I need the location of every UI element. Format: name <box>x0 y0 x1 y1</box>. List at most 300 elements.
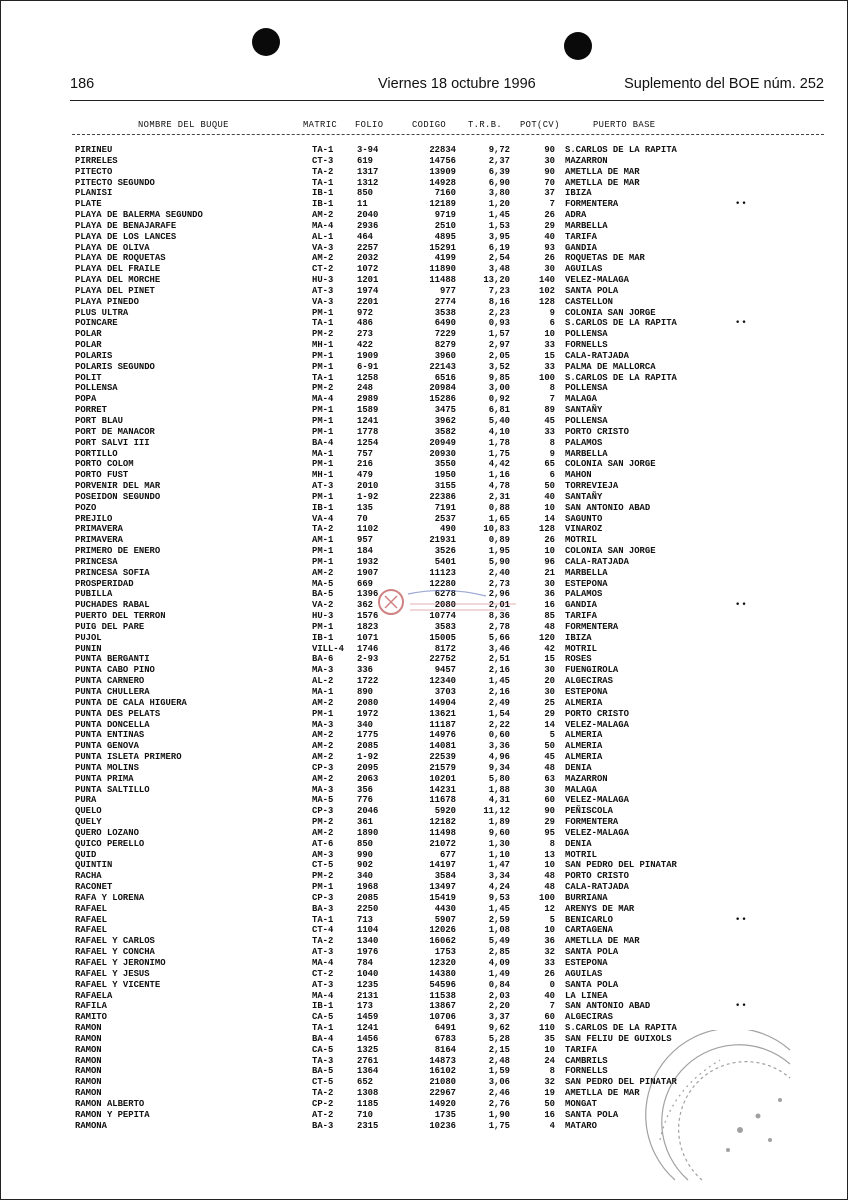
trb: 2,78 <box>488 621 510 632</box>
table-row <box>0 654 848 665</box>
potencia: 25 <box>544 697 555 708</box>
folio: 776 <box>357 795 373 806</box>
vessel-name: POLLENSA <box>75 383 118 394</box>
table-row <box>0 698 848 709</box>
table-row <box>0 991 848 1002</box>
trb: 3,95 <box>488 231 510 242</box>
folio: 2085 <box>357 741 379 752</box>
puerto-base: PALAMOS <box>565 437 603 448</box>
potencia: 12 <box>544 903 555 914</box>
table-row <box>0 481 848 492</box>
vessel-name: PLAYA DE ROQUETAS <box>75 253 166 264</box>
potencia: 63 <box>544 773 555 784</box>
table-row <box>0 752 848 763</box>
folio: 1104 <box>357 925 379 936</box>
table-row <box>0 427 848 438</box>
trb: 2,76 <box>488 1098 510 1109</box>
potencia: 15 <box>544 350 555 361</box>
matricula: AM-2 <box>312 730 334 741</box>
vessel-name: PUIG DEL PARE <box>75 621 145 632</box>
vessel-name: PLUS ULTRA <box>75 307 129 318</box>
potencia: 10 <box>544 329 555 340</box>
trb: 1,47 <box>488 860 510 871</box>
potencia: 37 <box>544 188 555 199</box>
matricula: AM-2 <box>312 773 334 784</box>
puerto-base: MALAGA <box>565 394 597 405</box>
folio: 2085 <box>357 892 379 903</box>
folio: 2761 <box>357 1055 379 1066</box>
codigo: 2510 <box>434 220 456 231</box>
header-rule <box>70 100 824 101</box>
potencia: 19 <box>544 1088 555 1099</box>
vessel-name: PITECTO <box>75 166 113 177</box>
folio: 464 <box>357 231 373 242</box>
table-row <box>0 871 848 882</box>
col-codigo: CODIGO <box>412 120 447 130</box>
trb: 2,22 <box>488 719 510 730</box>
folio: 990 <box>357 849 373 860</box>
table-row <box>0 622 848 633</box>
trb: 1,54 <box>488 708 510 719</box>
table-row <box>0 980 848 991</box>
potencia: 30 <box>544 665 555 676</box>
folio: 184 <box>357 546 373 557</box>
trb: 1,65 <box>488 513 510 524</box>
folio: 1325 <box>357 1044 379 1055</box>
matricula: CT-5 <box>312 1077 334 1088</box>
vessel-name: PUERTO DEL TERRON <box>75 611 166 622</box>
puerto-base: MATARO <box>565 1120 597 1131</box>
potencia: 30 <box>544 578 555 589</box>
trb: 1,08 <box>488 925 510 936</box>
folio: 957 <box>357 535 373 546</box>
trb: 2,85 <box>488 947 510 958</box>
folio: 1340 <box>357 936 379 947</box>
table-row <box>0 286 848 297</box>
potencia: 16 <box>544 1109 555 1120</box>
puerto-base: FORNELLS <box>565 340 608 351</box>
trb: 2,97 <box>488 340 510 351</box>
puerto-base: ALMERIA <box>565 697 603 708</box>
trb: 4,24 <box>488 882 510 893</box>
potencia: 29 <box>544 817 555 828</box>
folio: 619 <box>357 155 373 166</box>
folio: 273 <box>357 329 373 340</box>
codigo: 11488 <box>429 275 456 286</box>
table-row <box>0 568 848 579</box>
table-row <box>0 470 848 481</box>
matricula: IB-1 <box>312 502 334 513</box>
folio: 1456 <box>357 1033 379 1044</box>
vessel-name: PIRRELES <box>75 155 118 166</box>
folio: 1185 <box>357 1098 379 1109</box>
trb: 1,78 <box>488 437 510 448</box>
vessel-name: QUID <box>75 849 97 860</box>
codigo: 6278 <box>434 589 456 600</box>
trb: 2,51 <box>488 654 510 665</box>
matricula: AM-1 <box>312 535 334 546</box>
puerto-base: MARBELLA <box>565 567 608 578</box>
vessel-name: PUNTA GENOVA <box>75 741 139 752</box>
vessel-name: PUNTA DES PELATS <box>75 708 161 719</box>
trb: 1,53 <box>488 220 510 231</box>
codigo: 7191 <box>434 502 456 513</box>
codigo: 8164 <box>434 1044 456 1055</box>
matricula: AM-2 <box>312 253 334 264</box>
puerto-base: MAHON <box>565 470 592 481</box>
trb: 2,96 <box>488 589 510 600</box>
vessel-name: RAMON <box>75 1023 102 1034</box>
trb: 2,37 <box>488 155 510 166</box>
puerto-base: PORTO CRISTO <box>565 708 629 719</box>
vessel-name: PUNTA DE CALA HIGUERA <box>75 697 187 708</box>
table-row <box>0 730 848 741</box>
vessel-name: PURA <box>75 795 97 806</box>
puerto-base: GANDIA <box>565 242 597 253</box>
trb: 2,54 <box>488 253 510 264</box>
vessel-name: RAMITO <box>75 1012 107 1023</box>
puerto-base: ALMERIA <box>565 741 603 752</box>
matricula: VILL-4 <box>312 643 344 654</box>
trb: 1,95 <box>488 546 510 557</box>
codigo: 4430 <box>434 903 456 914</box>
codigo: 11678 <box>429 795 456 806</box>
puerto-base: AGUILAS <box>565 968 603 979</box>
matricula: IB-1 <box>312 632 334 643</box>
table-row <box>0 720 848 731</box>
trb: 11,12 <box>483 806 510 817</box>
matricula: MH-1 <box>312 470 334 481</box>
vessel-name: PORTILLO <box>75 448 118 459</box>
codigo: 10201 <box>429 773 456 784</box>
matricula: CP-3 <box>312 762 334 773</box>
puerto-base: ESTEPONA <box>565 578 608 589</box>
folio: 2131 <box>357 990 379 1001</box>
codigo: 10236 <box>429 1120 456 1131</box>
folio: 340 <box>357 719 373 730</box>
matricula: PM-1 <box>312 416 334 426</box>
matricula: TA-1 <box>312 145 334 155</box>
trb: 1,45 <box>488 676 510 687</box>
vessel-name: PRINCESA SOFIA <box>75 567 150 578</box>
vessel-table <box>0 145 848 1131</box>
puerto-base: SANTAÑY <box>565 491 603 502</box>
codigo: 16062 <box>429 936 456 947</box>
table-row <box>0 167 848 178</box>
punch-hole-left <box>252 28 280 56</box>
potencia: 60 <box>544 795 555 806</box>
codigo: 1735 <box>434 1109 456 1120</box>
table-row <box>0 774 848 785</box>
trb: 9,62 <box>488 1023 510 1034</box>
potencia: 33 <box>544 958 555 968</box>
vessel-name: POINCARE <box>75 318 118 329</box>
codigo: 13621 <box>429 708 456 719</box>
col-matric: MATRIC <box>303 120 338 130</box>
codigo: 3960 <box>434 350 456 361</box>
puerto-base: AMETLLA DE MAR <box>565 1088 640 1099</box>
mark: •• <box>735 318 748 329</box>
folio: 1102 <box>357 524 379 535</box>
folio: 173 <box>357 1001 373 1012</box>
table-row <box>0 839 848 850</box>
table-row <box>0 232 848 243</box>
codigo: 22834 <box>429 145 456 155</box>
puerto-base: SANTA POLA <box>565 1109 619 1120</box>
vessel-name: POZO <box>75 502 97 513</box>
potencia: 48 <box>544 621 555 632</box>
potencia: 26 <box>544 253 555 264</box>
folio: 336 <box>357 665 373 676</box>
potencia: 120 <box>539 632 555 643</box>
potencia: 14 <box>544 513 555 524</box>
trb: 7,23 <box>488 285 510 296</box>
potencia: 89 <box>544 405 555 416</box>
table-row <box>0 882 848 893</box>
codigo: 14976 <box>429 730 456 741</box>
potencia: 45 <box>544 416 555 426</box>
vessel-name: POSEIDON SEGUNDO <box>75 491 161 502</box>
potencia: 26 <box>544 968 555 979</box>
codigo: 2774 <box>434 296 456 307</box>
matricula: TA-3 <box>312 1055 334 1066</box>
vessel-name: PLAYA DEL MORCHE <box>75 275 161 286</box>
matricula: MA-4 <box>312 990 334 1001</box>
potencia: 10 <box>544 925 555 936</box>
trb: 3,36 <box>488 741 510 752</box>
folio: 11 <box>357 199 368 210</box>
matricula: PM-1 <box>312 556 334 567</box>
vessel-name: RAFAEL Y JESUS <box>75 968 150 979</box>
vessel-name: PITECTO SEGUNDO <box>75 177 155 188</box>
codigo: 3475 <box>434 405 456 416</box>
table-row <box>0 449 848 460</box>
potencia: 0 <box>549 979 555 990</box>
puerto-base: POLLENSA <box>565 416 608 426</box>
folio: 1972 <box>357 708 379 719</box>
mark: •• <box>735 914 748 925</box>
col-puerto: PUERTO BASE <box>593 120 656 130</box>
puerto-base: SANTA POLA <box>565 947 619 958</box>
codigo: 5401 <box>434 556 456 567</box>
matricula: CP-3 <box>312 806 334 817</box>
table-row <box>0 524 848 535</box>
trb: 8,36 <box>488 611 510 622</box>
folio: 1-92 <box>357 752 379 763</box>
vessel-name: PLAYA DEL PINET <box>75 285 155 296</box>
matricula: CT-4 <box>312 925 334 936</box>
puerto-base: POLLENSA <box>565 329 608 340</box>
matricula: CA-5 <box>312 1012 334 1023</box>
puerto-base: VINAROZ <box>565 524 603 535</box>
potencia: 50 <box>544 741 555 752</box>
trb: 6,90 <box>488 177 510 188</box>
folio: 1907 <box>357 567 379 578</box>
vessel-name: PORT DE MANACOR <box>75 426 155 437</box>
folio: 1722 <box>357 676 379 687</box>
table-row <box>0 156 848 167</box>
puerto-base: LA LINEA <box>565 990 608 1001</box>
matricula: HU-3 <box>312 275 334 286</box>
trb: 4,78 <box>488 481 510 492</box>
potencia: 95 <box>544 827 555 838</box>
codigo: 22967 <box>429 1088 456 1099</box>
table-row <box>0 459 848 470</box>
vessel-name: PUNTA DONCELLA <box>75 719 150 730</box>
matricula: AT-6 <box>312 838 334 849</box>
folio: 1576 <box>357 611 379 622</box>
table-row <box>0 850 848 861</box>
potencia: 90 <box>544 166 555 177</box>
trb: 2,23 <box>488 307 510 318</box>
vessel-name: PLATE <box>75 199 102 210</box>
potencia: 90 <box>544 145 555 155</box>
matricula: MA-5 <box>312 578 334 589</box>
codigo: 4895 <box>434 231 456 242</box>
codigo: 14904 <box>429 697 456 708</box>
codigo: 3583 <box>434 621 456 632</box>
vessel-name: RAMON <box>75 1033 102 1044</box>
vessel-name: RAFAEL <box>75 914 107 925</box>
table-row <box>0 958 848 969</box>
trb: 2,01 <box>488 600 510 611</box>
matricula: PM-1 <box>312 708 334 719</box>
trb: 3,46 <box>488 643 510 654</box>
folio: 710 <box>357 1109 373 1120</box>
vessel-name: RAFAEL <box>75 925 107 936</box>
vessel-name: RAMON ALBERTO <box>75 1098 145 1109</box>
puerto-base: TARIFA <box>565 1044 597 1055</box>
matricula: TA-1 <box>312 1023 334 1034</box>
codigo: 2537 <box>434 513 456 524</box>
codigo: 11187 <box>429 719 456 730</box>
puerto-base: ESTEPONA <box>565 958 608 968</box>
potencia: 45 <box>544 752 555 763</box>
vessel-name: QUELO <box>75 806 102 817</box>
potencia: 110 <box>539 1023 555 1034</box>
supplement-title: Suplemento del BOE núm. 252 <box>624 76 824 92</box>
table-row <box>0 709 848 720</box>
folio: 1312 <box>357 177 379 188</box>
trb: 2,20 <box>488 1001 510 1012</box>
table-row <box>0 210 848 221</box>
codigo: 21579 <box>429 762 456 773</box>
table-row <box>0 297 848 308</box>
trb: 2,15 <box>488 1044 510 1055</box>
folio: 3-94 <box>357 145 379 155</box>
trb: 3,34 <box>488 871 510 882</box>
potencia: 16 <box>544 600 555 611</box>
table-row <box>0 514 848 525</box>
puerto-base: CAMBRILS <box>565 1055 608 1066</box>
puerto-base: VELEZ-MALAGA <box>565 719 629 730</box>
folio: 486 <box>357 318 373 329</box>
folio: 972 <box>357 307 373 318</box>
table-row <box>0 1001 848 1012</box>
codigo: 977 <box>440 285 456 296</box>
vessel-name: PORRET <box>75 405 107 416</box>
vessel-name: QUICO PERELLO <box>75 838 145 849</box>
folio: 1589 <box>357 405 379 416</box>
trb: 1,75 <box>488 448 510 459</box>
matricula: AM-2 <box>312 752 334 763</box>
potencia: 93 <box>544 242 555 253</box>
codigo: 3703 <box>434 687 456 697</box>
folio: 757 <box>357 448 373 459</box>
table-row <box>0 644 848 655</box>
puerto-base: COLONIA SAN JORGE <box>565 307 656 318</box>
codigo: 3550 <box>434 459 456 470</box>
trb: 5,49 <box>488 936 510 947</box>
potencia: 30 <box>544 784 555 795</box>
trb: 2,03 <box>488 990 510 1001</box>
trb: 1,30 <box>488 838 510 849</box>
table-row <box>0 557 848 568</box>
matricula: VA-3 <box>312 242 334 253</box>
potencia: 36 <box>544 936 555 947</box>
potencia: 33 <box>544 426 555 437</box>
puerto-base: MARBELLA <box>565 220 608 231</box>
trb: 1,16 <box>488 470 510 481</box>
vessel-name: RAFILA <box>75 1001 107 1012</box>
table-row <box>0 828 848 839</box>
matricula: MA-4 <box>312 394 334 405</box>
matricula: TA-2 <box>312 524 334 535</box>
table-row <box>0 340 848 351</box>
table-row <box>0 416 848 427</box>
folio: 2201 <box>357 296 379 307</box>
codigo: 11123 <box>429 567 456 578</box>
matricula: CT-2 <box>312 968 334 979</box>
codigo: 11890 <box>429 264 456 275</box>
matricula: MA-5 <box>312 795 334 806</box>
folio: 2315 <box>357 1120 379 1131</box>
matricula: AM-3 <box>312 849 334 860</box>
trb: 2,48 <box>488 1055 510 1066</box>
codigo: 3582 <box>434 426 456 437</box>
potencia: 21 <box>544 567 555 578</box>
matricula: BA-5 <box>312 589 334 600</box>
trb: 2,59 <box>488 914 510 925</box>
table-row <box>0 546 848 557</box>
vessel-name: POLIT <box>75 372 102 383</box>
matricula: PM-1 <box>312 882 334 893</box>
table-row <box>0 438 848 449</box>
codigo: 20984 <box>429 383 456 394</box>
trb: 1,88 <box>488 784 510 795</box>
potencia: 26 <box>544 535 555 546</box>
trb: 3,52 <box>488 361 510 372</box>
codigo: 3962 <box>434 416 456 426</box>
potencia: 35 <box>544 1033 555 1044</box>
matricula: BA-4 <box>312 1033 334 1044</box>
trb: 8,16 <box>488 296 510 307</box>
trb: 6,81 <box>488 405 510 416</box>
puerto-base: COLONIA SAN JORGE <box>565 459 656 470</box>
matricula: AM-2 <box>312 741 334 752</box>
folio: 248 <box>357 383 373 394</box>
trb: 13,20 <box>483 275 510 286</box>
potencia: 33 <box>544 340 555 351</box>
puerto-base: TORREVIEJA <box>565 481 619 492</box>
puerto-base: FUENGIROLA <box>565 665 619 676</box>
folio: 1235 <box>357 979 379 990</box>
codigo: 14380 <box>429 968 456 979</box>
puerto-base: PORTO CRISTO <box>565 871 629 882</box>
codigo: 3526 <box>434 546 456 557</box>
puerto-base: MARBELLA <box>565 448 608 459</box>
codigo: 21931 <box>429 535 456 546</box>
